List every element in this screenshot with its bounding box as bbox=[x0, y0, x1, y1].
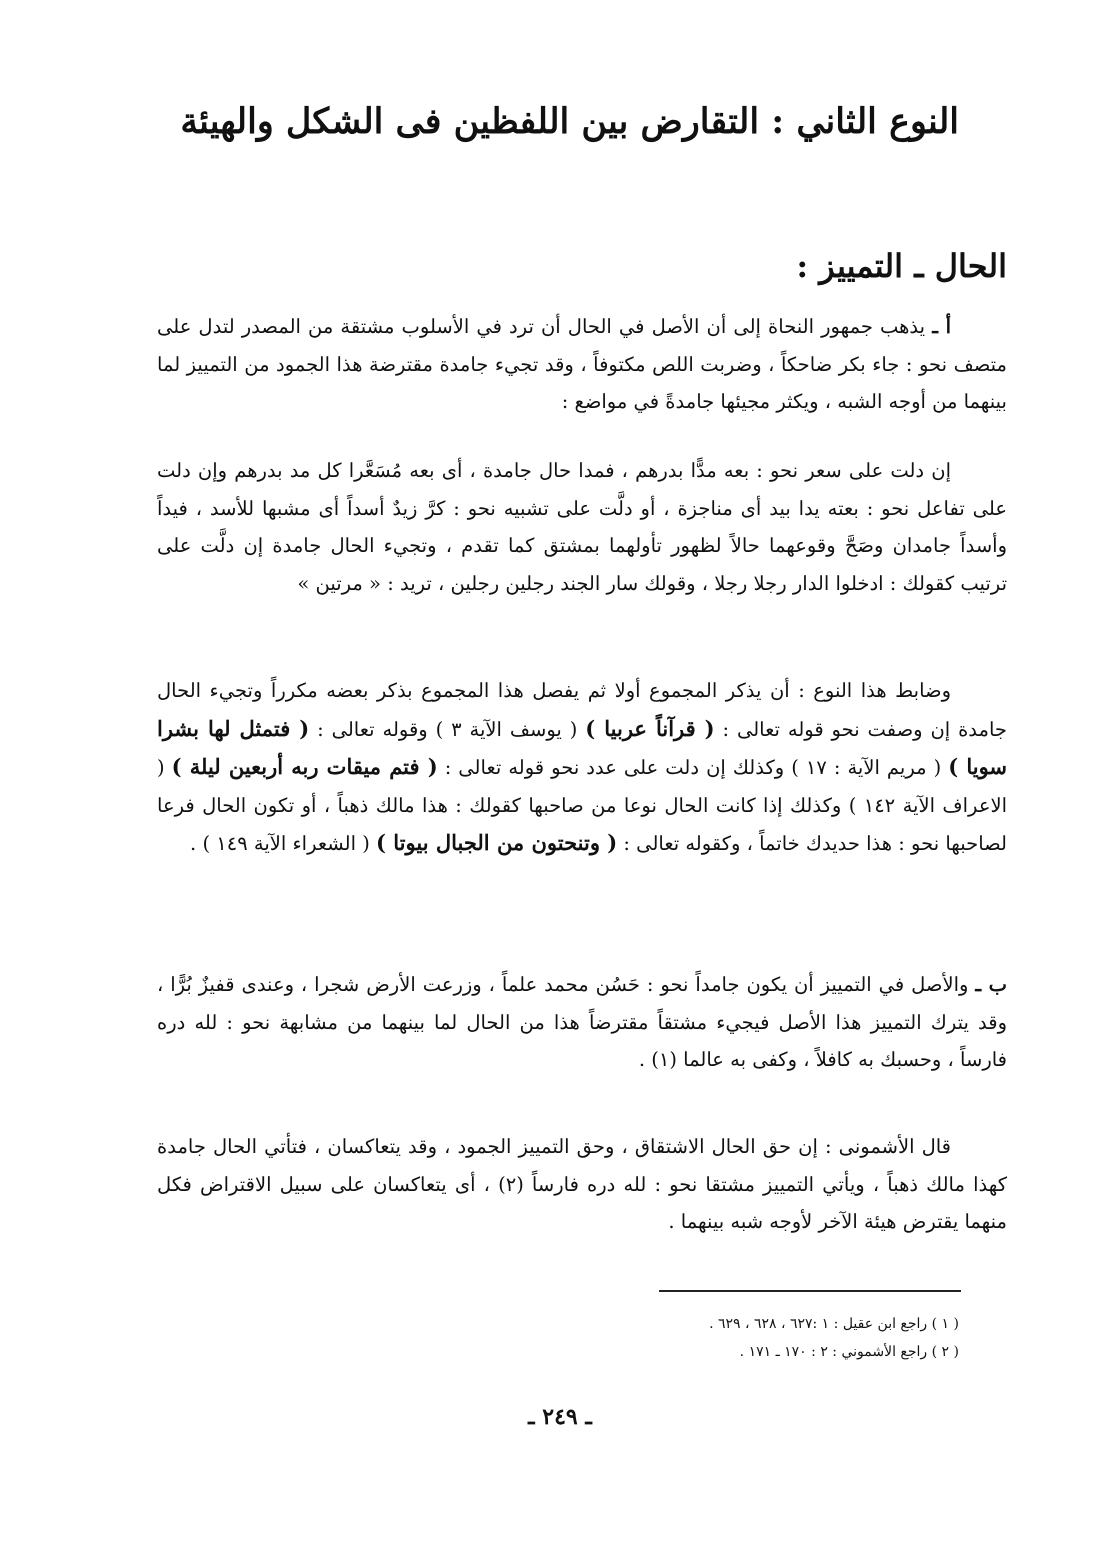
footnote-divider bbox=[659, 1290, 961, 1292]
paragraph-b-marker: ب ـ bbox=[975, 973, 1007, 996]
paragraph-5: قال الأشمونى : إن حق الحال الاشتقاق ، وحق التمييز الجمود ، وقد يتعاكسان ، فتأتي الحال جامدة كهذا مالك ذهباً ، ويأتي التمييز مشتقا نحو : لله دره فارساً (٢) ، أى يتعاكسان على سبيل الاقتراض فكل منهما يقترض هيئة الآخر لأوجه شبه بينهما . bbox=[157, 1135, 1007, 1233]
paragraph-3-text-3: ( مريم الآية : ١٧ ) وكذلك إن دلت على عدد نحو قوله تعالى : bbox=[437, 756, 949, 779]
paragraph-3-text-1: وضابط هذا النوع : أن يذكر المجموع أولا ثم يفصل هذا المجموع بذكر بعضه مكرراً وتجيء الحال جامدة إن وصفت نحو قوله تعالى : bbox=[157, 679, 1007, 741]
paragraph-3 bbox=[157, 672, 1007, 863]
paragraph-a-text: يذهب جمهور النحاة إلى أن الأصل في الحال أن ترد في الأسلوب مشتقة من المصدر لتدل على متصف نحو : جاء بكر ضاحكاً ، وضربت اللص مكتوفاً ، وقد تجيء جامدة مقترضة هذا الجمود من التمييز لما بينهما من أوجه الشبه ، ويكثر مجيئها جامدةً في مواضع : bbox=[157, 315, 1007, 413]
section-heading: الحال ـ التمييز : bbox=[796, 247, 1007, 285]
quran-quote-2: ( فتمثل لها بشرا سويا ) bbox=[157, 715, 1008, 779]
quran-quote-1: ( قرآناً عربيا ) bbox=[585, 715, 715, 741]
footnotes bbox=[459, 1310, 959, 1366]
page-number: ـ ٢٤٩ ـ bbox=[528, 1404, 592, 1430]
footnote-1: ( ١ ) راجع ابن عقيل : ١ :٦٢٧ ، ٦٢٨ ، ٦٢٩ . bbox=[709, 1316, 959, 1332]
paragraph-b bbox=[157, 966, 1007, 1079]
paragraph-3-text-5: ( الشعراء الآية ١٤٩ ) . bbox=[190, 832, 377, 855]
footnote-2: ( ٢ ) راجع الأشموني : ٢ : ١٧٠ ـ ١٧١ . bbox=[739, 1344, 959, 1360]
paragraph-3-text-4: ( الاعراف الآية ١٤٢ ) وكذلك إذا كانت الحال نوعا من صاحبها كقولك : هذا مالك ذهباً ، أو تكون الحال فرعا لصاحبها نحو : هذا حديدك خاتماً ، وكقوله تعالى : bbox=[157, 756, 1007, 855]
page-title: النوع الثاني : التقارض بين اللفظين فى الشكل والهيئة bbox=[180, 101, 959, 142]
paragraph-a-marker: أ ـ bbox=[932, 315, 951, 338]
paragraph-3-text-2: ( يوسف الآية ٣ ) وقوله تعالى : bbox=[309, 717, 586, 741]
paragraph-b-text: والأصل في التمييز أن يكون جامداً نحو : حَسُن محمد علماً ، وزرعت الأرض شجرا ، وعندى قفيزٌ بُرًّا ، وقد يترك التمييز هذا الأصل فيجيء مشتقاً مقترضاً هذا من الحال لما بينهما من مشابهة نحو : لله دره فارساً ، وحسبك به كافلاً ، وكفى به عالما (١) . bbox=[157, 973, 1007, 1071]
quran-quote-4: ( وتنحتون من الجبال بيوتا ) bbox=[376, 830, 618, 855]
paragraph-a bbox=[157, 308, 1007, 421]
quran-quote-3: ( فتم ميقات ربه أربعين ليلة ) bbox=[171, 754, 438, 779]
paragraph-2: إن دلت على سعر نحو : بعه مدًّا بدرهم ، فمدا حال جامدة ، أى بعه مُسَعَّرا كل مد بدرهم وإن دلت على تفاعل نحو : بعته يدا بيد أى مناجزة ، أو دلَّت على تشبيه نحو : كرَّ زيدٌ أسداً أى مشبها للأسد ، فيداً وأسداً جامدان وصَحَّ وقوعهما حالاً لظهور تأولهما بمشتق كما تقدم ، وتجيء الحال جامدة إن دلَّت على ترتيب كقولك : ادخلوا الدار رجلا رجلا ، وقولك سار الجند رجلين رجلين ، تريد : « مرتين » bbox=[157, 459, 1007, 595]
